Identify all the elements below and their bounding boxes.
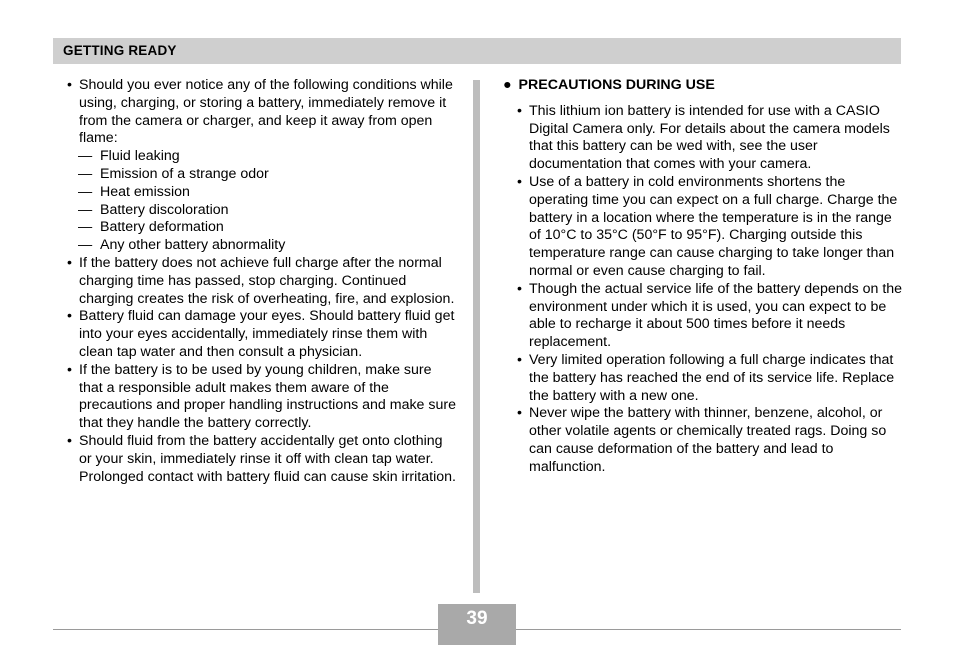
- page-number: 39: [466, 608, 488, 629]
- condition-item: [67, 184, 459, 202]
- condition-item: [67, 202, 459, 220]
- column-divider: [473, 80, 480, 593]
- condition-text: Battery deformation: [100, 219, 224, 236]
- condition-item: [67, 219, 459, 237]
- bullet-icon: •: [517, 351, 522, 368]
- list-item-text: Though the actual service life of the battery depends on the environment under which it is used, you can expect to be able to recharge it about 500 times before it needs replacement.: [529, 280, 903, 351]
- dash-icon: —: [78, 183, 93, 200]
- condition-text: Fluid leaking: [100, 148, 180, 165]
- dash-icon: —: [78, 201, 93, 218]
- list-item: [67, 433, 459, 486]
- precautions-heading-text: PRECAUTIONS DURING USE: [518, 77, 715, 93]
- list-item: [517, 281, 903, 352]
- bullet-icon: •: [517, 405, 522, 422]
- condition-item: [67, 166, 459, 184]
- list-item-text: Battery fluid can damage your eyes. Should battery fluid get into your eyes accidentally, immediately rinse them with clean tap water and then consult a physician.: [79, 308, 455, 360]
- list-item: [517, 103, 903, 174]
- bullet-icon: •: [67, 361, 72, 378]
- precautions-list: [503, 103, 903, 477]
- bullet-icon: •: [517, 173, 522, 190]
- list-item-text: If the battery does not achieve full charge after the normal charging time has passed, stop charging. Continued charging creates the risk of overheating, fire, and explosion.: [79, 254, 455, 307]
- section-header-bar: [53, 38, 901, 64]
- dash-icon: —: [78, 165, 93, 182]
- dash-icon: —: [78, 148, 93, 165]
- bullet-icon: •: [67, 308, 72, 325]
- list-item-text: Use of a battery in cold environments shortens the operating time you can expect on a full charge. Charge the battery in a location where the temperature is in the range of 10°C to 35°C (50°F to 95°F). Charging outside this temperature range can cause charging to take longer than normal or even cause charging to fail.: [529, 173, 898, 279]
- page-number-box: [438, 604, 516, 645]
- bullet-icon: •: [67, 77, 72, 93]
- list-item: [67, 362, 459, 433]
- list-item-text: If the battery is to be used by young children, make sure that a responsible adult makes them aware of the precautions and proper handling instructions and make sure that they handle the battery correctly.: [79, 361, 456, 432]
- list-item: [67, 308, 459, 361]
- condition-text: Any other battery abnormality: [100, 237, 286, 254]
- condition-text: Battery discoloration: [100, 201, 229, 218]
- dash-icon: —: [78, 219, 93, 236]
- list-item: [517, 405, 903, 476]
- condition-text: Heat emission: [100, 183, 190, 200]
- bullet-icon: •: [517, 280, 522, 297]
- bullet-icon: •: [517, 102, 522, 119]
- list-item: [517, 174, 903, 281]
- bullet-icon: •: [67, 254, 72, 271]
- list-item-text: This lithium ion battery is intended for use with a CASIO Digital Camera only. For details about the camera models that this battery can be wed with, see the user documentation that comes with your camera.: [529, 102, 890, 173]
- section-title: GETTING READY: [63, 43, 177, 58]
- list-item-text: Should fluid from the battery accidentally get onto clothing or your skin, immediately rinse it off with clean tap water. Prolonged contact with battery fluid can cause skin irritation.: [79, 432, 456, 485]
- list-item-text: Very limited operation following a full charge indicates that the battery has reached the end of its service life. Replace the battery with a new one.: [529, 351, 895, 404]
- precautions-heading: [503, 77, 903, 95]
- left-column: [67, 77, 459, 486]
- filled-circle-icon: ●: [503, 77, 512, 93]
- list-item-text: Never wipe the battery with thinner, benzene, alcohol, or other volatile agents or chemically treated rags. Doing so can cause deformation of the battery and lead to malfunction.: [529, 405, 887, 475]
- list-item: [517, 352, 903, 405]
- condition-text: Emission of a strange odor: [100, 165, 269, 182]
- dash-icon: —: [78, 237, 93, 254]
- list-item: [67, 77, 459, 148]
- condition-item: [67, 237, 459, 255]
- list-item: [67, 255, 459, 308]
- bullet-icon: •: [67, 432, 72, 449]
- list-item-text: Should you ever notice any of the following conditions while using, charging, or storing a battery, immediately remove it from the camera or charger, and keep it away from open flame:: [79, 77, 453, 147]
- right-column: [503, 77, 903, 477]
- condition-item: [67, 148, 459, 166]
